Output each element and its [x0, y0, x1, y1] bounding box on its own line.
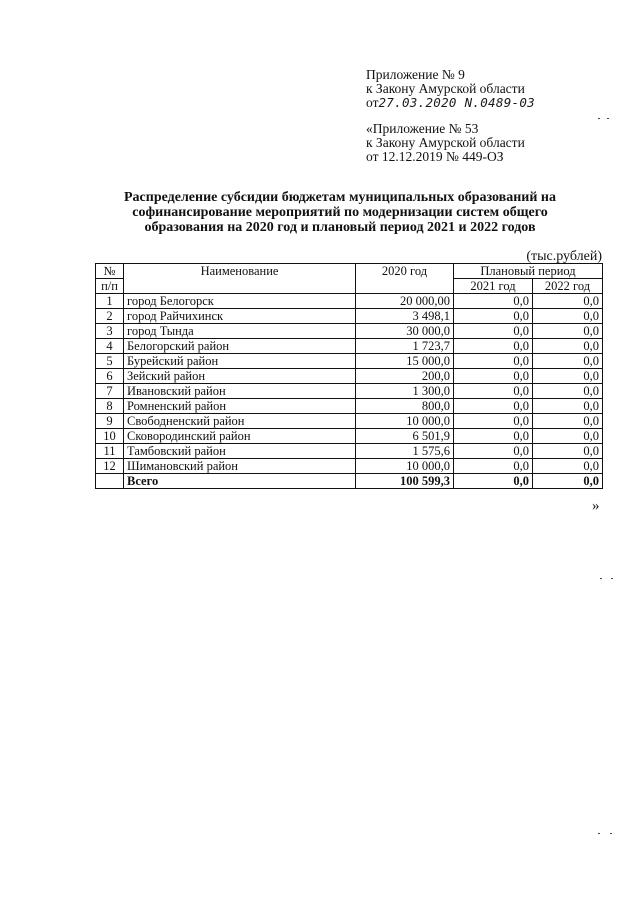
cell-y2020: 1 575,6	[356, 444, 454, 459]
cell-y2022: 0,0	[533, 324, 603, 339]
cell-y2020: 10 000,0	[356, 414, 454, 429]
closing-quote: »	[592, 498, 600, 514]
subsidy-table	[95, 263, 603, 489]
cell-name: Сковородинский район	[124, 429, 356, 444]
table-total-row	[96, 474, 603, 489]
cell-name: Зейский район	[124, 369, 356, 384]
annex-current-date	[366, 96, 535, 110]
scan-speck	[598, 833, 600, 834]
table-header-row	[96, 264, 603, 279]
cell-y2020: 20 000,00	[356, 294, 454, 309]
table-row	[96, 354, 603, 369]
scan-speck	[607, 118, 609, 119]
cell-name: город Тында	[124, 324, 356, 339]
table-row	[96, 369, 603, 384]
cell-y2022: 0,0	[533, 294, 603, 309]
total-y2022: 0,0	[533, 474, 603, 489]
table-row	[96, 459, 603, 474]
header-num: №	[96, 264, 124, 279]
cell-y2021: 0,0	[454, 459, 533, 474]
cell-y2020: 800,0	[356, 399, 454, 414]
cell-y2020: 3 498,1	[356, 309, 454, 324]
table-row	[96, 444, 603, 459]
annex-original-number: «Приложение № 53	[366, 121, 479, 136]
cell-y2022: 0,0	[533, 444, 603, 459]
cell-y2022: 0,0	[533, 429, 603, 444]
annex-original-header	[366, 122, 525, 164]
annex-current-date-prefix: от	[366, 95, 379, 110]
cell-num: 1	[96, 294, 124, 309]
cell-name: Бурейский район	[124, 354, 356, 369]
cell-y2021: 0,0	[454, 354, 533, 369]
cell-num: 2	[96, 309, 124, 324]
total-y2021: 0,0	[454, 474, 533, 489]
annex-original-date: от 12.12.2019 № 449-ОЗ	[366, 149, 504, 164]
header-plan-period: Плановый период	[454, 264, 603, 279]
annex-current-law: к Закону Амурской области	[366, 81, 525, 96]
cell-y2021: 0,0	[454, 384, 533, 399]
table-body	[96, 294, 603, 489]
cell-num: 11	[96, 444, 124, 459]
cell-y2022: 0,0	[533, 399, 603, 414]
cell-num: 9	[96, 414, 124, 429]
table-row	[96, 384, 603, 399]
cell-num: 6	[96, 369, 124, 384]
header-2022: 2022 год	[533, 279, 603, 294]
cell-y2020: 200,0	[356, 369, 454, 384]
table-row	[96, 399, 603, 414]
cell-y2020: 15 000,0	[356, 354, 454, 369]
table-row	[96, 309, 603, 324]
cell-num: 12	[96, 459, 124, 474]
total-num	[96, 474, 124, 489]
cell-num: 10	[96, 429, 124, 444]
header-2020: 2020 год	[356, 264, 454, 294]
cell-y2022: 0,0	[533, 309, 603, 324]
cell-y2021: 0,0	[454, 369, 533, 384]
cell-y2022: 0,0	[533, 339, 603, 354]
cell-y2021: 0,0	[454, 399, 533, 414]
annex-current-number: Приложение № 9	[366, 67, 465, 82]
cell-num: 4	[96, 339, 124, 354]
cell-num: 5	[96, 354, 124, 369]
cell-y2020: 1 300,0	[356, 384, 454, 399]
title-line-1: Распределение субсидии бюджетам муниципальных образований на	[124, 190, 556, 205]
cell-y2022: 0,0	[533, 459, 603, 474]
header-2021: 2021 год	[454, 279, 533, 294]
title-line-3: образования на 2020 год и плановый период 2021 и 2022 годов	[144, 220, 536, 235]
scan-speck	[600, 578, 602, 579]
scan-speck	[610, 833, 612, 834]
table-row	[96, 324, 603, 339]
scan-speck	[598, 118, 600, 119]
cell-y2022: 0,0	[533, 369, 603, 384]
cell-y2020: 30 000,0	[356, 324, 454, 339]
cell-name: город Белогорск	[124, 294, 356, 309]
cell-y2021: 0,0	[454, 324, 533, 339]
cell-name: Ивановский район	[124, 384, 356, 399]
cell-num: 3	[96, 324, 124, 339]
title-line-2: софинансирование мероприятий по модернизации систем общего	[132, 205, 548, 220]
annex-original-law: к Закону Амурской области	[366, 135, 525, 150]
cell-y2021: 0,0	[454, 339, 533, 354]
cell-y2020: 1 723,7	[356, 339, 454, 354]
cell-y2021: 0,0	[454, 444, 533, 459]
cell-name: Тамбовский район	[124, 444, 356, 459]
units-label: (тыс.рублей)	[526, 249, 602, 264]
cell-name: Шимановский район	[124, 459, 356, 474]
cell-y2021: 0,0	[454, 429, 533, 444]
scan-speck	[611, 578, 613, 579]
cell-y2022: 0,0	[533, 414, 603, 429]
table-row	[96, 429, 603, 444]
header-num-2: п/п	[96, 279, 124, 294]
cell-name: город Райчихинск	[124, 309, 356, 324]
total-y2020: 100 599,3	[356, 474, 454, 489]
cell-y2021: 0,0	[454, 309, 533, 324]
cell-name: Ромненский район	[124, 399, 356, 414]
cell-name: Белогорский район	[124, 339, 356, 354]
cell-y2022: 0,0	[533, 354, 603, 369]
cell-y2020: 10 000,0	[356, 459, 454, 474]
cell-name: Свободненский район	[124, 414, 356, 429]
cell-y2022: 0,0	[533, 384, 603, 399]
header-name: Наименование	[124, 264, 356, 294]
annex-current-header	[366, 68, 535, 110]
cell-num: 8	[96, 399, 124, 414]
total-name: Всего	[124, 474, 356, 489]
table-row	[96, 339, 603, 354]
document-title	[80, 190, 600, 235]
cell-y2021: 0,0	[454, 414, 533, 429]
table-row	[96, 294, 603, 309]
cell-y2021: 0,0	[454, 294, 533, 309]
cell-num: 7	[96, 384, 124, 399]
cell-y2020: 6 501,9	[356, 429, 454, 444]
handwritten-date-number: 27.03.2020 N.0489-03	[378, 95, 535, 110]
table-row	[96, 414, 603, 429]
